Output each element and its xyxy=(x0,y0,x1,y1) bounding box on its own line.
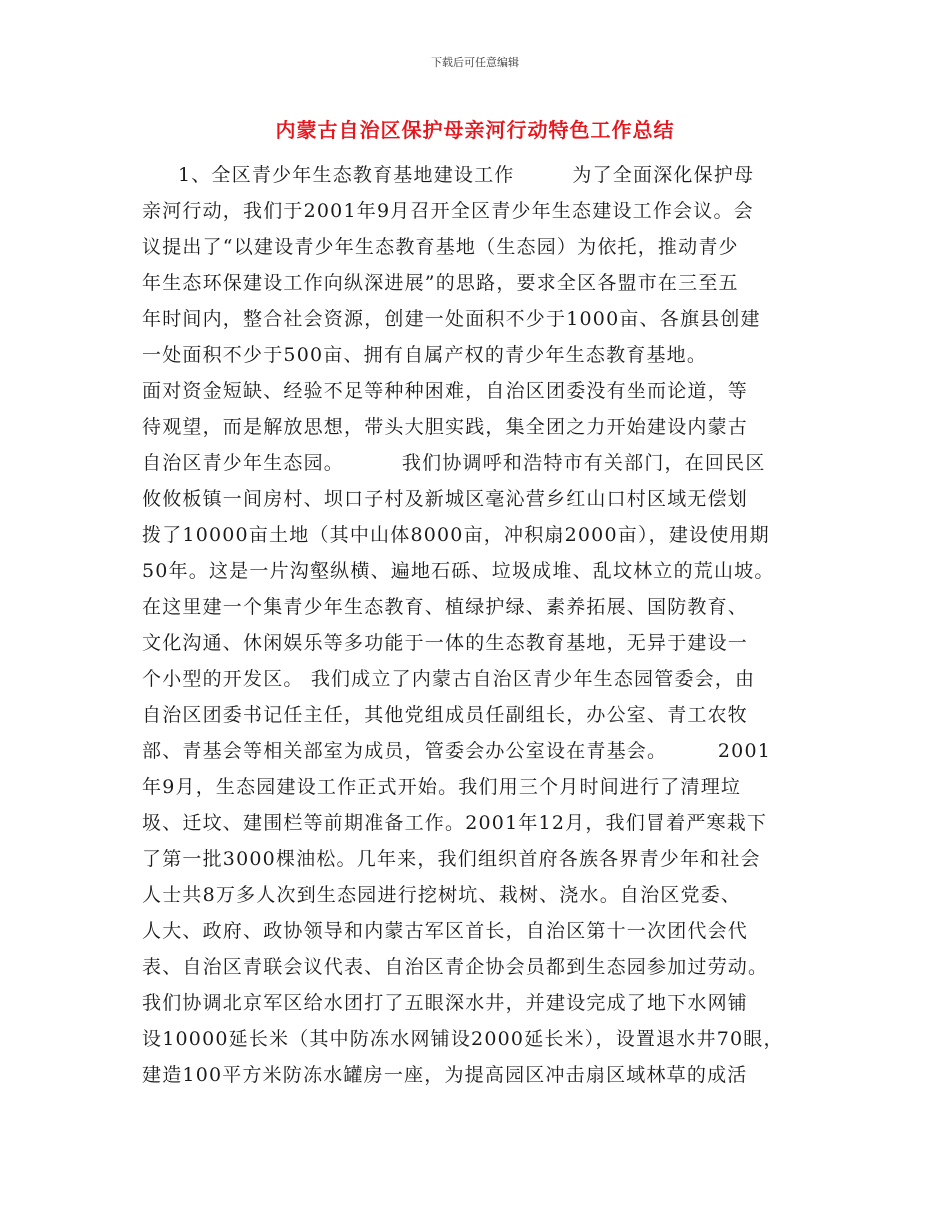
body-line: 圾、迁坟、建围栏等前期准备工作。2001年12月，我们冒着严寒栽下 xyxy=(142,812,768,834)
body-line: 我们协调北京军区给水团打了五眼深水井，并建设完成了地下水网铺 xyxy=(142,992,749,1014)
body-line: 50年。这是一片沟壑纵横、遍地石砾、垃圾成堆、乱坟林立的荒山坡。 xyxy=(142,560,775,582)
body-line: 一处面积不少于500亩、拥有自属产权的青少年生态教育基地。 xyxy=(142,344,708,366)
header-note: 下载后可任意编辑 xyxy=(431,56,519,69)
body-line: 设10000延长米（其中防冻水网铺设2000延长米），设置退水井70眼， xyxy=(142,1028,784,1050)
body-line: 自治区团委书记任主任，其他党组成员任副组长，办公室、青工农牧 xyxy=(142,704,749,726)
document-title: 内蒙古自治区保护母亲河行动特色工作总结 xyxy=(275,118,675,142)
body-line: 面对资金短缺、经验不足等种种困难，自治区团委没有坐而论道，等 xyxy=(142,380,749,402)
body-line: 个小型的开发区。 我们成立了内蒙古自治区青少年生态园管委会，由 xyxy=(142,668,756,690)
body-line: 年9月，生态园建设工作正式开始。我们用三个月时间进行了清理垃 xyxy=(142,776,742,798)
body-line: 表、自治区青联会议代表、自治区青企协会员都到生态园参加过劳动。 xyxy=(142,956,769,978)
body-line: 议提出了“以建设青少年生态教育基地（生态园）为依托，推动青少 xyxy=(142,236,739,258)
body-line: 部、青基会等相关部室为成员，管委会办公室设在青基会。 2001 xyxy=(142,740,772,762)
body-line: 在这里建一个集青少年生态教育、植绿护绿、素养拓展、国防教育、 xyxy=(142,596,749,618)
body-line: 待观望，而是解放思想，带头大胆实践，集全团之力开始建设内蒙古 xyxy=(142,416,749,438)
body-line: 人士共8万多人次到生态园进行挖树坑、栽树、浇水。自治区党委、 xyxy=(142,884,742,906)
body-line: 文化沟通、休闲娱乐等多功能于一体的生态教育基地，无异于建设一 xyxy=(142,632,749,654)
body-line: 年时间内，整合社会资源，创建一处面积不少于1000亩、各旗县创建 xyxy=(142,308,761,330)
body-line: 自治区青少年生态园。 我们协调呼和浩特市有关部门，在回民区 xyxy=(142,452,766,474)
body-line: 拨了10000亩土地（其中山体8000亩，冲积扇2000亩），建设使用期 xyxy=(142,524,770,546)
body-line: 攸攸板镇一间房村、坝口子村及新城区毫沁营乡红山口村区域无偿划 xyxy=(142,488,749,510)
body-line: 人大、政府、政协领导和内蒙古军区首长，自治区第十一次团代会代 xyxy=(142,920,749,942)
body-line: 1、全区青少年生态教育基地建设工作 为了全面深化保护母 xyxy=(178,164,755,186)
body-line: 年生态环保建设工作向纵深进展”的思路，要求全区各盟市在三至五 xyxy=(142,272,739,294)
body-line: 了第一批3000棵油松。几年来，我们组织首府各族各界青少年和社会 xyxy=(142,848,761,870)
body-line: 建造100平方米防冻水罐房一座，为提高园区冲击扇区域林草的成活 xyxy=(142,1064,748,1086)
body-line: 亲河行动，我们于2001年9月召开全区青少年生态建设工作会议。会 xyxy=(142,200,754,222)
